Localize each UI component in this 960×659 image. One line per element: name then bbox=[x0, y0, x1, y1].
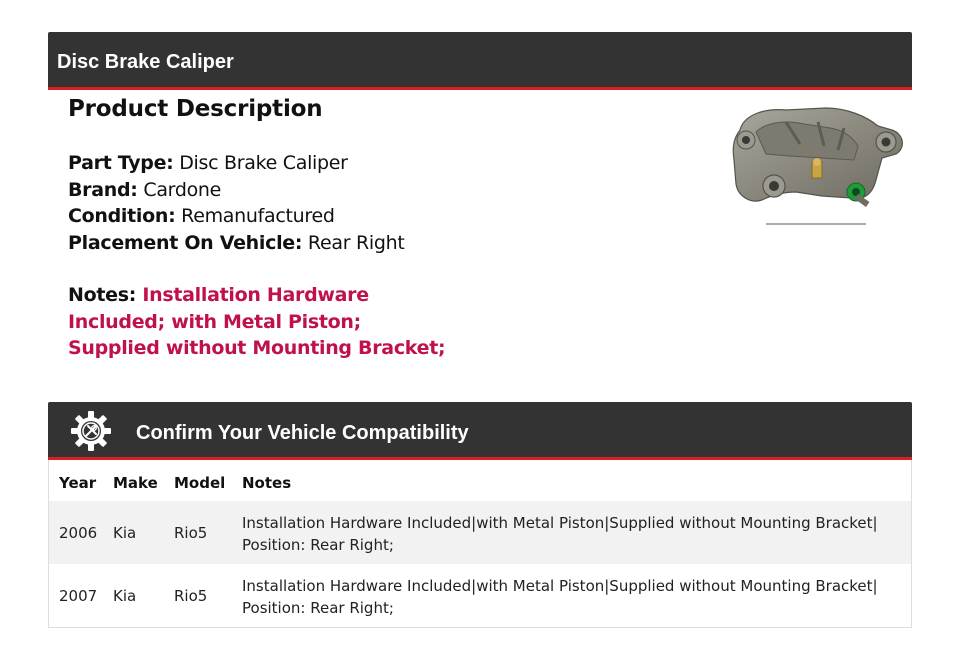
cell-make: Kia bbox=[113, 524, 137, 542]
table-row bbox=[49, 501, 911, 564]
spec-value: Cardone bbox=[137, 178, 222, 201]
table-header bbox=[49, 460, 911, 501]
product-title-bar bbox=[48, 32, 912, 90]
column-header-year: Year bbox=[59, 474, 97, 492]
spec-list bbox=[68, 150, 404, 256]
notes-label: Notes: bbox=[68, 284, 137, 306]
table-row bbox=[49, 564, 911, 627]
cell-model: Rio5 bbox=[174, 587, 208, 605]
spec-part-type bbox=[68, 150, 404, 177]
description-heading: Product Description bbox=[68, 96, 323, 122]
product-notes bbox=[68, 282, 448, 362]
spec-label: Brand: bbox=[68, 178, 138, 201]
column-header-model: Model bbox=[174, 474, 226, 492]
notes-value: Installation Hardware Included; with Metal Piston; Supplied without Mounting Bracket; bbox=[68, 284, 446, 359]
compatibility-title: Confirm Your Vehicle Compatibility bbox=[136, 422, 469, 444]
cell-notes: Installation Hardware Included|with Metal Piston|Supplied without Mounting Bracket| Position: Rear Right; bbox=[242, 577, 878, 617]
spec-brand bbox=[68, 177, 404, 204]
compatibility-table bbox=[48, 460, 912, 628]
cell-notes: Installation Hardware Included|with Metal Piston|Supplied without Mounting Bracket| Position: Rear Right; bbox=[242, 514, 878, 554]
spec-value: Rear Right bbox=[302, 231, 405, 254]
spec-placement bbox=[68, 230, 404, 257]
cell-year: 2006 bbox=[59, 524, 98, 542]
brake-caliper-image bbox=[726, 100, 908, 230]
column-header-make: Make bbox=[113, 474, 158, 492]
cell-year: 2007 bbox=[59, 587, 98, 605]
spec-label: Placement On Vehicle: bbox=[68, 231, 303, 254]
product-title: Disc Brake Caliper bbox=[57, 51, 234, 73]
spec-condition bbox=[68, 203, 404, 230]
spec-value: Disc Brake Caliper bbox=[173, 152, 348, 174]
spec-value: Remanufactured bbox=[175, 205, 335, 227]
gear-icon bbox=[70, 410, 112, 452]
cell-make: Kia bbox=[113, 587, 137, 605]
compatibility-bar bbox=[48, 402, 912, 460]
cell-model: Rio5 bbox=[174, 524, 208, 542]
spec-label: Condition: bbox=[68, 205, 176, 227]
column-header-notes: Notes bbox=[242, 474, 292, 492]
spec-label: Part Type: bbox=[68, 152, 174, 174]
